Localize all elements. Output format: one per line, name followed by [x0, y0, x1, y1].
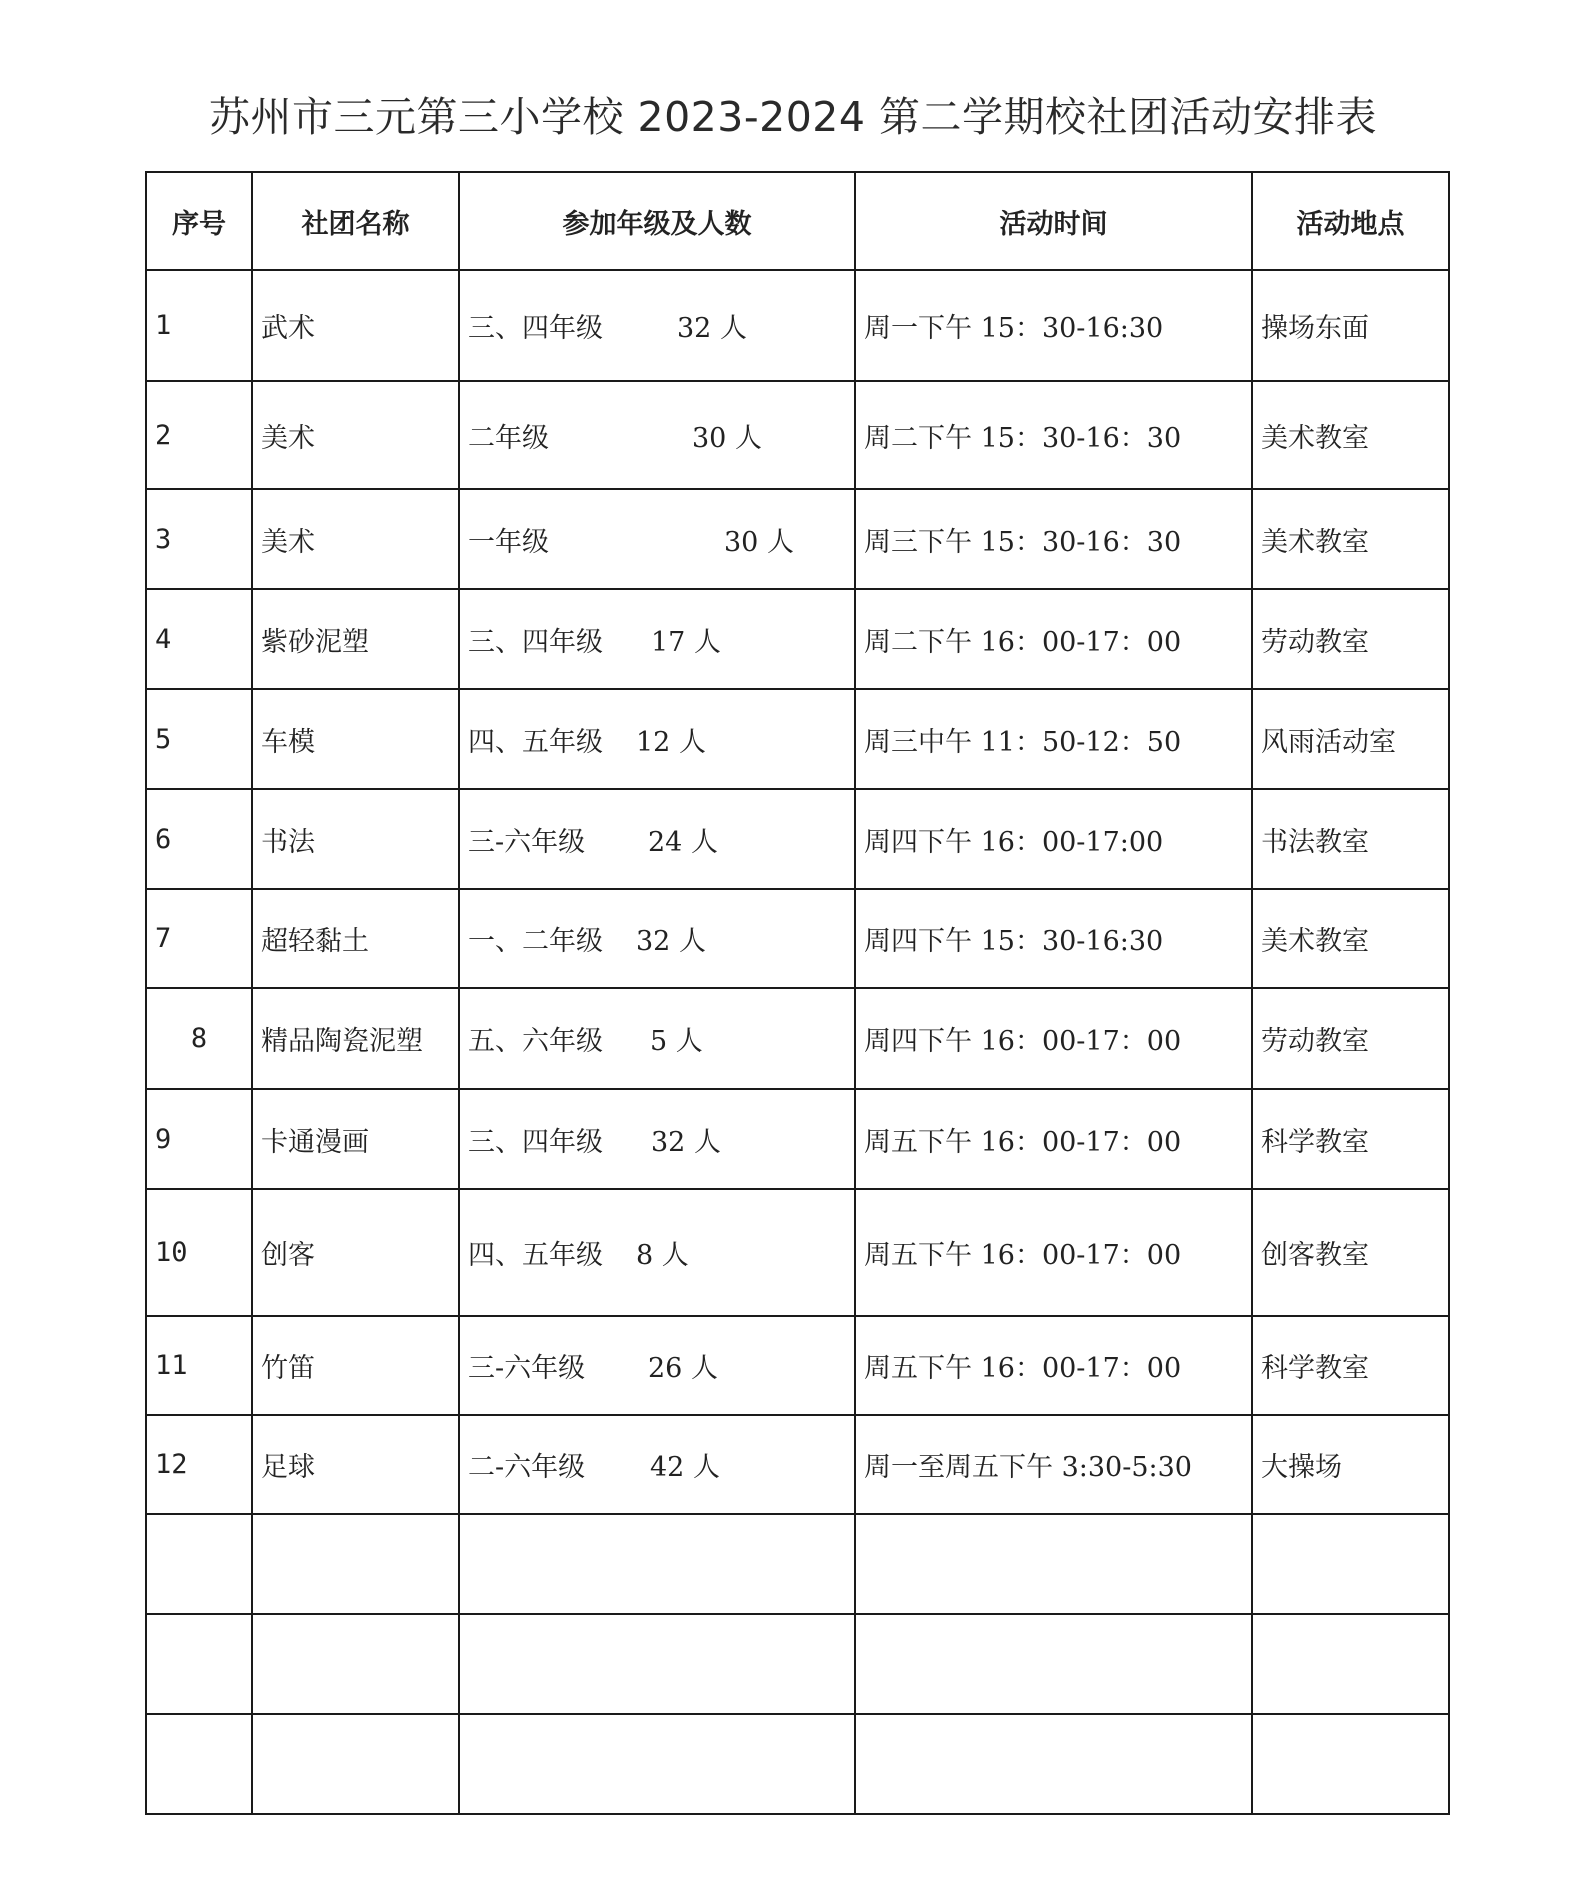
grade-and-count [459, 1089, 855, 1189]
participating-grades: 二年级 [468, 422, 549, 454]
empty-cell [146, 1714, 252, 1814]
activity-time: 周三下午 15：30-16：30 [855, 489, 1252, 589]
club-name: 卡通漫画 [252, 1089, 459, 1189]
table-row [146, 789, 1449, 889]
row-index: 4 [146, 589, 252, 689]
activity-time: 周二下午 15：30-16：30 [855, 381, 1252, 489]
grade-and-count [459, 1316, 855, 1415]
grade-and-count [459, 789, 855, 889]
participating-grades: 三、四年级 [468, 626, 603, 658]
participant-count: 8 人 [636, 1240, 689, 1271]
club-name: 竹笛 [252, 1316, 459, 1415]
row-index: 5 [146, 689, 252, 789]
participant-count: 32 人 [636, 926, 706, 957]
empty-table-row [146, 1714, 1449, 1814]
activity-location: 创客教室 [1252, 1189, 1449, 1316]
row-index: 3 [146, 489, 252, 589]
participant-count: 12 人 [636, 726, 706, 758]
empty-cell [855, 1714, 1252, 1814]
activity-location: 大操场 [1252, 1415, 1449, 1514]
participant-count: 30 人 [724, 526, 794, 558]
activity-time: 周四下午 16：00-17:00 [855, 789, 1252, 889]
activity-time: 周四下午 16：00-17：00 [855, 988, 1252, 1089]
activity-location: 书法教室 [1252, 789, 1449, 889]
activity-location: 美术教室 [1252, 889, 1449, 988]
participating-grades: 一、二年级 [468, 926, 603, 957]
empty-table-row [146, 1514, 1449, 1614]
row-index: 2 [146, 381, 252, 489]
club-name: 紫砂泥塑 [252, 589, 459, 689]
table-row [146, 988, 1449, 1089]
club-name: 武术 [252, 270, 459, 381]
table-row [146, 889, 1449, 988]
row-index: 8 [146, 988, 252, 1089]
empty-cell [459, 1714, 855, 1814]
table-row [146, 1089, 1449, 1189]
row-index: 7 [146, 889, 252, 988]
participating-grades: 五、六年级 [468, 1026, 603, 1057]
header-club-name: 社团名称 [252, 172, 459, 270]
table-row [146, 381, 1449, 489]
header-grade-count: 参加年级及人数 [459, 172, 855, 270]
row-index: 11 [146, 1316, 252, 1415]
table-header-row [146, 172, 1449, 270]
empty-cell [459, 1614, 855, 1714]
empty-cell [146, 1514, 252, 1614]
club-name: 书法 [252, 789, 459, 889]
activity-time: 周四下午 15：30-16:30 [855, 889, 1252, 988]
grade-and-count [459, 489, 855, 589]
header-index: 序号 [146, 172, 252, 270]
activity-time: 周二下午 16：00-17：00 [855, 589, 1252, 689]
row-index: 9 [146, 1089, 252, 1189]
participating-grades: 二-六年级 [468, 1452, 586, 1483]
table-row [146, 270, 1449, 381]
grade-and-count [459, 270, 855, 381]
club-name: 美术 [252, 489, 459, 589]
participant-count: 5 人 [650, 1026, 703, 1057]
participating-grades: 三、四年级 [468, 313, 603, 344]
row-index: 10 [146, 1189, 252, 1316]
participant-count: 32 人 [651, 1126, 721, 1158]
row-index: 6 [146, 789, 252, 889]
participant-count: 26 人 [648, 1353, 718, 1384]
grade-and-count [459, 889, 855, 988]
participating-grades: 三-六年级 [468, 826, 586, 858]
club-name: 精品陶瓷泥塑 [252, 988, 459, 1089]
participating-grades: 三、四年级 [468, 1126, 603, 1158]
activity-location: 美术教室 [1252, 381, 1449, 489]
activity-time: 周三中午 11：50-12：50 [855, 689, 1252, 789]
participating-grades: 三-六年级 [468, 1353, 586, 1384]
table-row [146, 1189, 1449, 1316]
activity-time: 周一下午 15：30-16:30 [855, 270, 1252, 381]
activity-location: 劳动教室 [1252, 988, 1449, 1089]
table-row [146, 689, 1449, 789]
club-name: 足球 [252, 1415, 459, 1514]
page-title: 苏州市三元第三小学校 2023-2024 第二学期校社团活动安排表 [208, 93, 1378, 141]
grade-and-count [459, 589, 855, 689]
participant-count: 30 人 [692, 422, 762, 454]
participant-count: 42 人 [650, 1452, 720, 1483]
grade-and-count [459, 1189, 855, 1316]
activity-location: 操场东面 [1252, 270, 1449, 381]
table-body [146, 270, 1449, 1814]
empty-cell [146, 1614, 252, 1714]
grade-and-count [459, 381, 855, 489]
club-schedule-table [145, 171, 1450, 1815]
activity-time: 周一至周五下午 3:30-5:30 [855, 1415, 1252, 1514]
empty-cell [252, 1514, 459, 1614]
participant-count: 24 人 [648, 826, 718, 858]
empty-cell [252, 1714, 459, 1814]
club-name: 车模 [252, 689, 459, 789]
participant-count: 32 人 [677, 313, 747, 344]
empty-cell [855, 1514, 1252, 1614]
empty-cell [252, 1614, 459, 1714]
activity-location: 科学教室 [1252, 1089, 1449, 1189]
grade-and-count [459, 1415, 855, 1514]
table-row [146, 489, 1449, 589]
activity-location: 美术教室 [1252, 489, 1449, 589]
activity-time: 周五下午 16：00-17：00 [855, 1189, 1252, 1316]
table-row [146, 589, 1449, 689]
grade-and-count [459, 988, 855, 1089]
club-name: 创客 [252, 1189, 459, 1316]
header-activity-location: 活动地点 [1252, 172, 1449, 270]
activity-location: 劳动教室 [1252, 589, 1449, 689]
row-index: 1 [146, 270, 252, 381]
participating-grades: 一年级 [468, 526, 549, 558]
empty-cell [1252, 1514, 1449, 1614]
grade-and-count [459, 689, 855, 789]
participant-count: 17 人 [651, 626, 721, 658]
activity-location: 科学教室 [1252, 1316, 1449, 1415]
empty-cell [1252, 1614, 1449, 1714]
empty-table-row [146, 1614, 1449, 1714]
empty-cell [459, 1514, 855, 1614]
activity-time: 周五下午 16：00-17：00 [855, 1316, 1252, 1415]
activity-time: 周五下午 16：00-17：00 [855, 1089, 1252, 1189]
row-index: 12 [146, 1415, 252, 1514]
club-name: 美术 [252, 381, 459, 489]
empty-cell [1252, 1714, 1449, 1814]
club-name: 超轻黏土 [252, 889, 459, 988]
header-activity-time: 活动时间 [855, 172, 1252, 270]
empty-cell [855, 1614, 1252, 1714]
activity-location: 风雨活动室 [1252, 689, 1449, 789]
participating-grades: 四、五年级 [468, 726, 603, 758]
participating-grades: 四、五年级 [468, 1240, 603, 1271]
table-row [146, 1316, 1449, 1415]
table-row [146, 1415, 1449, 1514]
